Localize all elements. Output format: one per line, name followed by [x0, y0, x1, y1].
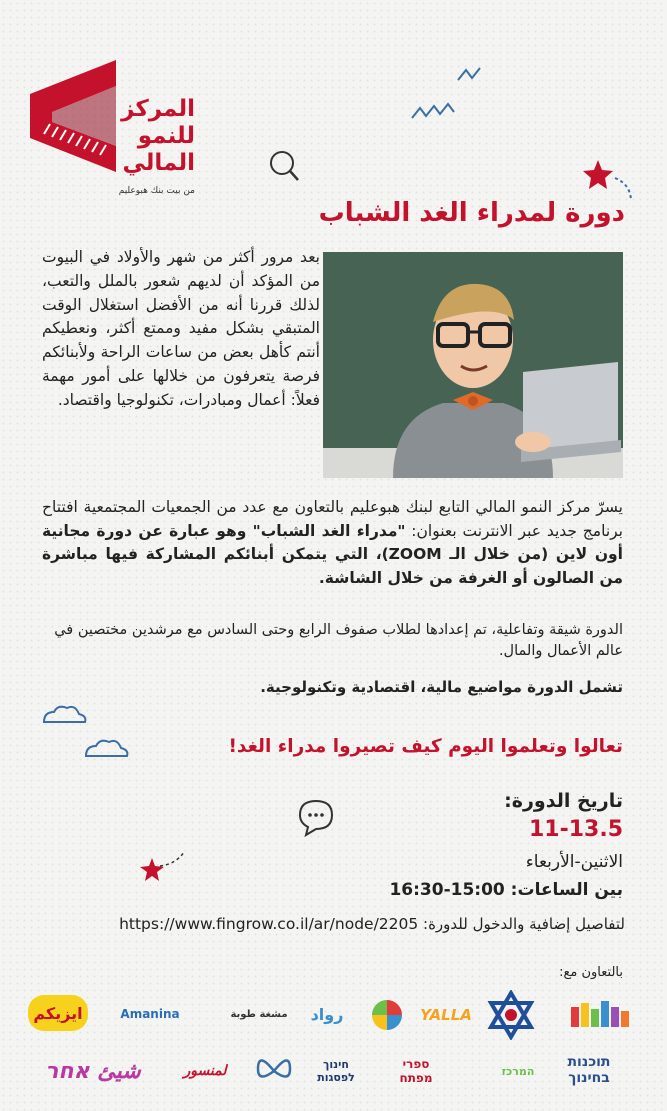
partner-logo: شيئ אחר [45, 1058, 141, 1084]
partner-logo: תוכנות בחינוך [567, 1054, 611, 1086]
partner-logo [480, 989, 542, 1041]
date-value: 11-13.5 [528, 817, 623, 842]
partner-logos [18, 995, 648, 1105]
details-line [60, 915, 625, 933]
logo-line-3: المالي [122, 150, 195, 176]
logo-line-2: للنمو [137, 123, 195, 149]
intro-paragraph: بعد مرور أكثر من شهر والأولاد في البيوت من المؤكد أن لديهم شعور بالملل والتعب، لذلك قررنا أنه من الأفضل استغلال الوقت المتبقي بشكل مفيد وممتع أكثر، ونعطيكم أنتم كأهل بعض من ساعات الراحة ولأبنائكم فرصة يتعرفون من خلالها على أمور مهمة فعلاً: أعمال ومبادرات، تكنولوجيا واقتصاد. [42, 248, 320, 409]
partner-logo-label: مشغة طوبة [230, 1008, 288, 1020]
partner-logo: لمنسور [183, 1063, 227, 1079]
partner-logo: המרכז [501, 1064, 535, 1078]
partner-logo: Amanina [120, 1007, 180, 1021]
course-link[interactable]: https://www.fingrow.co.il/ar/node/2205 [119, 915, 419, 933]
program-highlight: "مدراء الغد الشباب" وهو عبارة عن دورة مجانية أون لاين (من خلال الـ ZOOM)، التي يتمكن أبنائكم المشاركة فيها مباشرة من الصالون أو الغرفة من خلال الشاشة. [42, 521, 623, 587]
date-label: تاريخ الدورة: [504, 790, 623, 812]
program-text: يسرّ مركز النمو المالي التابع لبنك هبوعليم بالتعاون مع عدد من الجمعيات المجتمعية افتتاح برنامج جديد عبر الانترنت بعنوان: [42, 498, 623, 540]
course-description: الدورة شيقة وتفاعلية، تم إعدادها لطلاب صفوف الرابع وحتى السادس مع مرشدين مختصين في عالم الأعمال والمال. [54, 622, 623, 659]
partner-logo: رواد [310, 1004, 344, 1024]
butterfly-icon [256, 1056, 292, 1086]
boy-with-laptop-photo [323, 252, 623, 478]
pinwheel-icon [370, 998, 404, 1032]
course-hours: بين الساعات: 15:00-16:30 [389, 880, 623, 900]
course-title: دورة لمدراء الغد الشباب [318, 198, 625, 228]
partner-logo [246, 1051, 302, 1091]
course-days: الاثنين-الأربعاء [525, 852, 623, 872]
details-label: لتفاصيل إضافية والدخول للدورة: [423, 915, 625, 933]
course-topics: تشمل الدورة مواضيع مالية، اقتصادية وتكنولوجية. [260, 678, 623, 696]
program-paragraph [42, 496, 623, 590]
partner-logo: ايزيكم [28, 995, 88, 1031]
logo-subtitle: من بيت بنك هبوعليم [118, 186, 195, 196]
call-to-action: تعالوا وتعلموا اليوم كيف تصيروا مدراء الغد! [228, 736, 623, 757]
partner-logo [566, 995, 636, 1033]
logo-line-1: المركز [121, 96, 195, 122]
partner-logo [358, 995, 416, 1035]
partner-logo: חינוך לפסגות [317, 1058, 355, 1084]
star-of-david-icon [486, 990, 536, 1040]
collaboration-label: بالتعاون مع: [559, 965, 623, 980]
colorful-wordmark-icon [569, 999, 633, 1029]
partner-logo [230, 995, 288, 1033]
partner-logo: ספרי מפתח [399, 1057, 433, 1085]
partner-logo: YALLA [420, 1006, 472, 1024]
